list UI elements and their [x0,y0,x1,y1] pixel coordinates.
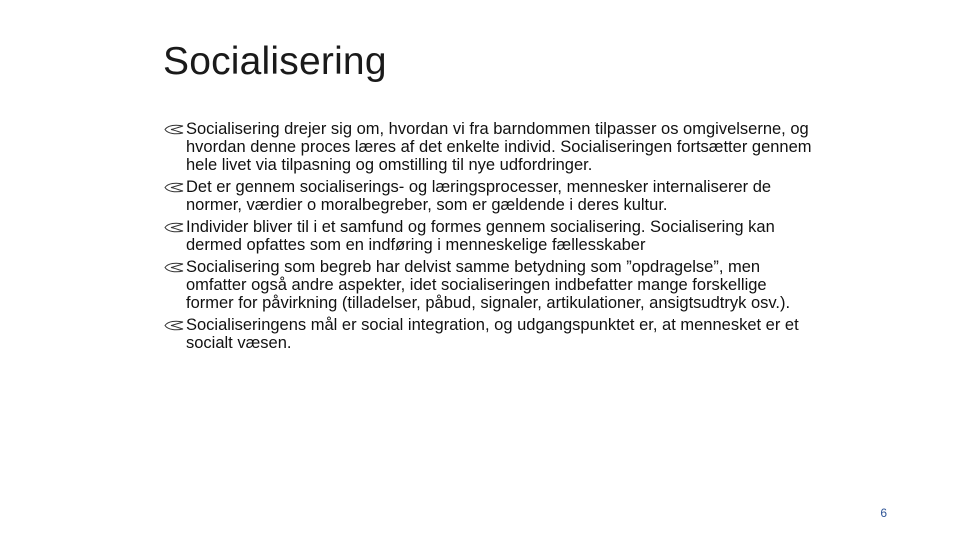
wing-bullet-icon [164,262,184,273]
slide-title: Socialisering [163,40,387,83]
bullet-text: Socialisering drejer sig om, hvordan vi fra barndommen tilpasser os omgivelserne, og hvordan denne proces læres af det enkelte individ. Socialiseringen fortsætter gennem hele livet via tilpasning og omstilling til nye udfordringer. [186,120,812,174]
bullet-item [162,178,812,214]
page-number: 6 [880,506,887,520]
bullet-text: Det er gennem socialiserings- og læringsprocesser, mennesker internaliserer de normer, værdier o moralbegreber, som er gældende i deres kultur. [186,178,772,214]
bullet-text: Individer bliver til i et samfund og formes gennem socialisering. Socialisering kan dermed opfattes som en indføring i menneskelige fællesskaber [186,218,775,254]
bullet-item [162,218,812,254]
wing-bullet-icon [164,222,184,233]
wing-bullet-icon [164,182,184,193]
bullet-text: Socialisering som begreb har delvist samme betydning som ”opdragelse”, men omfatter også andre aspekter, idet socialiseringen indbefatter mange forskellige former for påvirkning (tilladelser, påbud, signaler, artikulationer, ansigtsudtryk osv.). [186,258,791,312]
bullet-item [162,120,812,174]
bullet-item [162,258,812,312]
wing-bullet-icon [164,124,184,135]
bullet-text: Socialiseringens mål er social integration, og udgangspunktet er, at mennesket er et socialt væsen. [186,316,799,352]
bullet-list [162,120,812,356]
wing-bullet-icon [164,320,184,331]
bullet-item [162,316,812,352]
